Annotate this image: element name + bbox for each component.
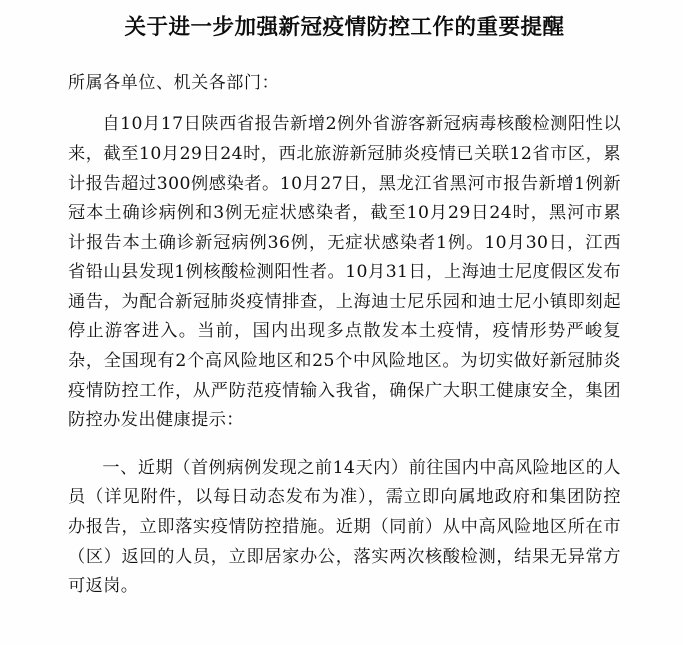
body-paragraph-2: 一、近期（首例病例发现之前14天内）前往国内中高风险地区的人员（详见附件，以每日动态发布为准），需立即向属地政府和集团防控办报告，立即落实疫情防控措施。近期（同前）从中高风险地区所在市（区）返回的人员，立即居家办公，落实两次核酸检测，结果无异常方可返岗。 xyxy=(68,457,621,597)
salutation-line: 所属各单位、机关各部门： xyxy=(68,73,280,94)
body-paragraph-1: 自10月17日陕西省报告新增2例外省游客新冠病毒核酸检测阳性以来，截至10月29日24时，西北旅游新冠肺炎疫情已关联12省市区，累计报告超过300例感染者。10月27日，黑龙江省黑河市报告新增1例新冠本土确诊病例和3例无症状感染者，截至10月29日24时，黑河市累计报告本土确诊新冠病例36例，无症状感染者1例。10月30日，江西省铅山县发现1例核酸检测阳性者。10月31日，上海迪士尼度假区发布通告，为配合新冠肺炎疫情排查，上海迪士尼乐园和迪士尼小镇即刻起停止游客进入。当前，国内出现多点散发本土疫情，疫情形势严峻复杂，全国现有2个高风险地区和25个中风险地区。为切实做好新冠肺炎疫情防控工作，从严防范疫情输入我省，确保广大职工健康安全，集团防控办发出健康提示： xyxy=(68,114,621,431)
page-title: 关于进一步加强新冠疫情防控工作的重要提醒 xyxy=(124,15,565,40)
